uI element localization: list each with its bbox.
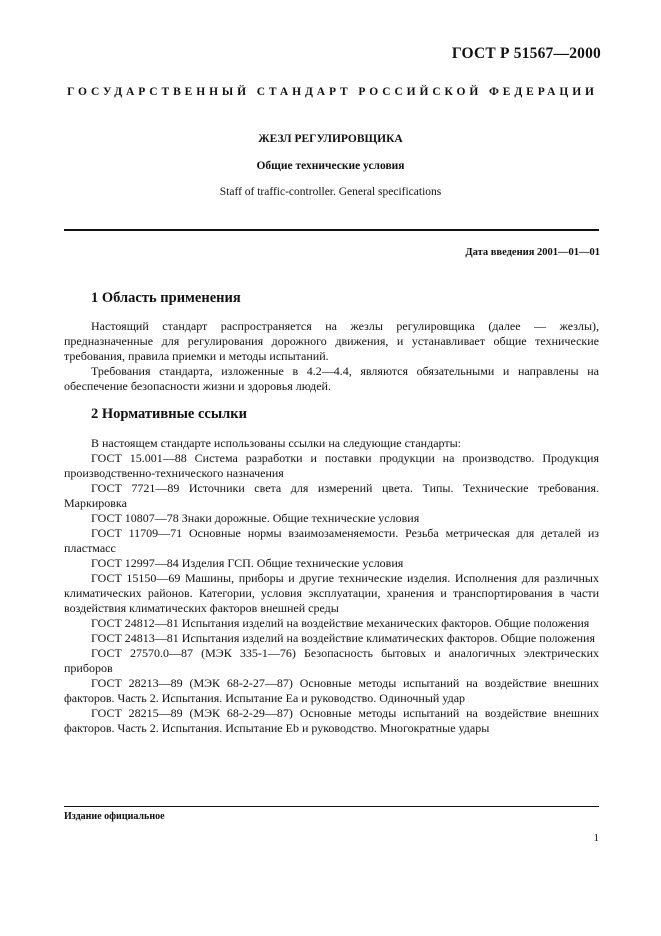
reference-item: ГОСТ 7721—89 Источники света для измерений цвета. Типы. Технические требования. Маркировка xyxy=(64,481,599,510)
introduction-date: Дата введения 2001—01—01 xyxy=(465,247,600,258)
reference-item: ГОСТ 12997—84 Изделия ГСП. Общие технические условия xyxy=(91,556,404,570)
paragraph: Настоящий стандарт распространяется на жезлы регулировщика (далее — жезлы), предназначенные для регулирования дорожного движения, и устанавливает общие технические требования, правила приемки и методы испытаний. xyxy=(64,319,599,363)
reference-item: ГОСТ 28215—89 (МЭК 68-2-29—87) Основные методы испытаний на воздействие внешних факторов. Часть 2. Испытания. Испытание Eb и руководство. Многократные удары xyxy=(64,706,599,735)
reference-item: ГОСТ 11709—71 Основные нормы взаимозаменяемости. Резьба метрическая для деталей из пластмасс xyxy=(64,526,599,555)
state-standard-title: ГОСУДАРСТВЕННЫЙ СТАНДАРТ РОССИЙСКОЙ ФЕДЕРАЦИИ xyxy=(67,86,598,98)
document-english-title: Staff of traffic-controller. General specifications xyxy=(219,186,442,198)
edition-label: Издание официальное xyxy=(64,811,165,822)
section-heading-scope: 1 Область применения xyxy=(91,290,241,306)
reference-item: ГОСТ 15.001—88 Система разработки и поставки продукции на производство. Продукция производственно-технического назначения xyxy=(64,451,599,480)
section-body-scope xyxy=(64,319,599,394)
gost-number: ГОСТ Р 51567—2000 xyxy=(451,45,601,62)
section-heading-references: 2 Нормативные ссылки xyxy=(91,406,247,422)
document-title: ЖЕЗЛ РЕГУЛИРОВЩИКА xyxy=(258,133,403,145)
page-number: 1 xyxy=(593,832,599,844)
footer-divider xyxy=(64,806,599,807)
section-body-references xyxy=(64,436,599,736)
paragraph: Требования стандарта, изложенные в 4.2—4.4, являются обязательными и направлены на обеспечение безопасности жизни и здоровья людей. xyxy=(64,364,599,393)
paragraph: В настоящем стандарте использованы ссылки на следующие стандарты: xyxy=(91,436,462,450)
document-subtitle: Общие технические условия xyxy=(256,160,405,172)
reference-item: ГОСТ 28213—89 (МЭК 68-2-27—87) Основные методы испытаний на воздействие внешних факторов. Часть 2. Испытания. Испытание Еа и руководство. Одиночный удар xyxy=(64,676,599,705)
header-divider xyxy=(64,229,599,231)
reference-item: ГОСТ 27570.0—87 (МЭК 335-1—76) Безопасность бытовых и аналогичных электрических приборов xyxy=(64,646,599,675)
reference-item: ГОСТ 10807—78 Знаки дорожные. Общие технические условия xyxy=(91,511,420,525)
reference-item: ГОСТ 24812—81 Испытания изделий на воздействие механических факторов. Общие положения xyxy=(91,616,590,630)
reference-item: ГОСТ 24813—81 Испытания изделий на воздействие климатических факторов. Общие положения xyxy=(91,631,595,645)
reference-item: ГОСТ 15150—69 Машины, приборы и другие технические изделия. Исполнения для различных климатических районов. Категории, условия эксплуатации, хранения и транспортирования в части воздействия климатических факторов внешней среды xyxy=(64,571,599,615)
